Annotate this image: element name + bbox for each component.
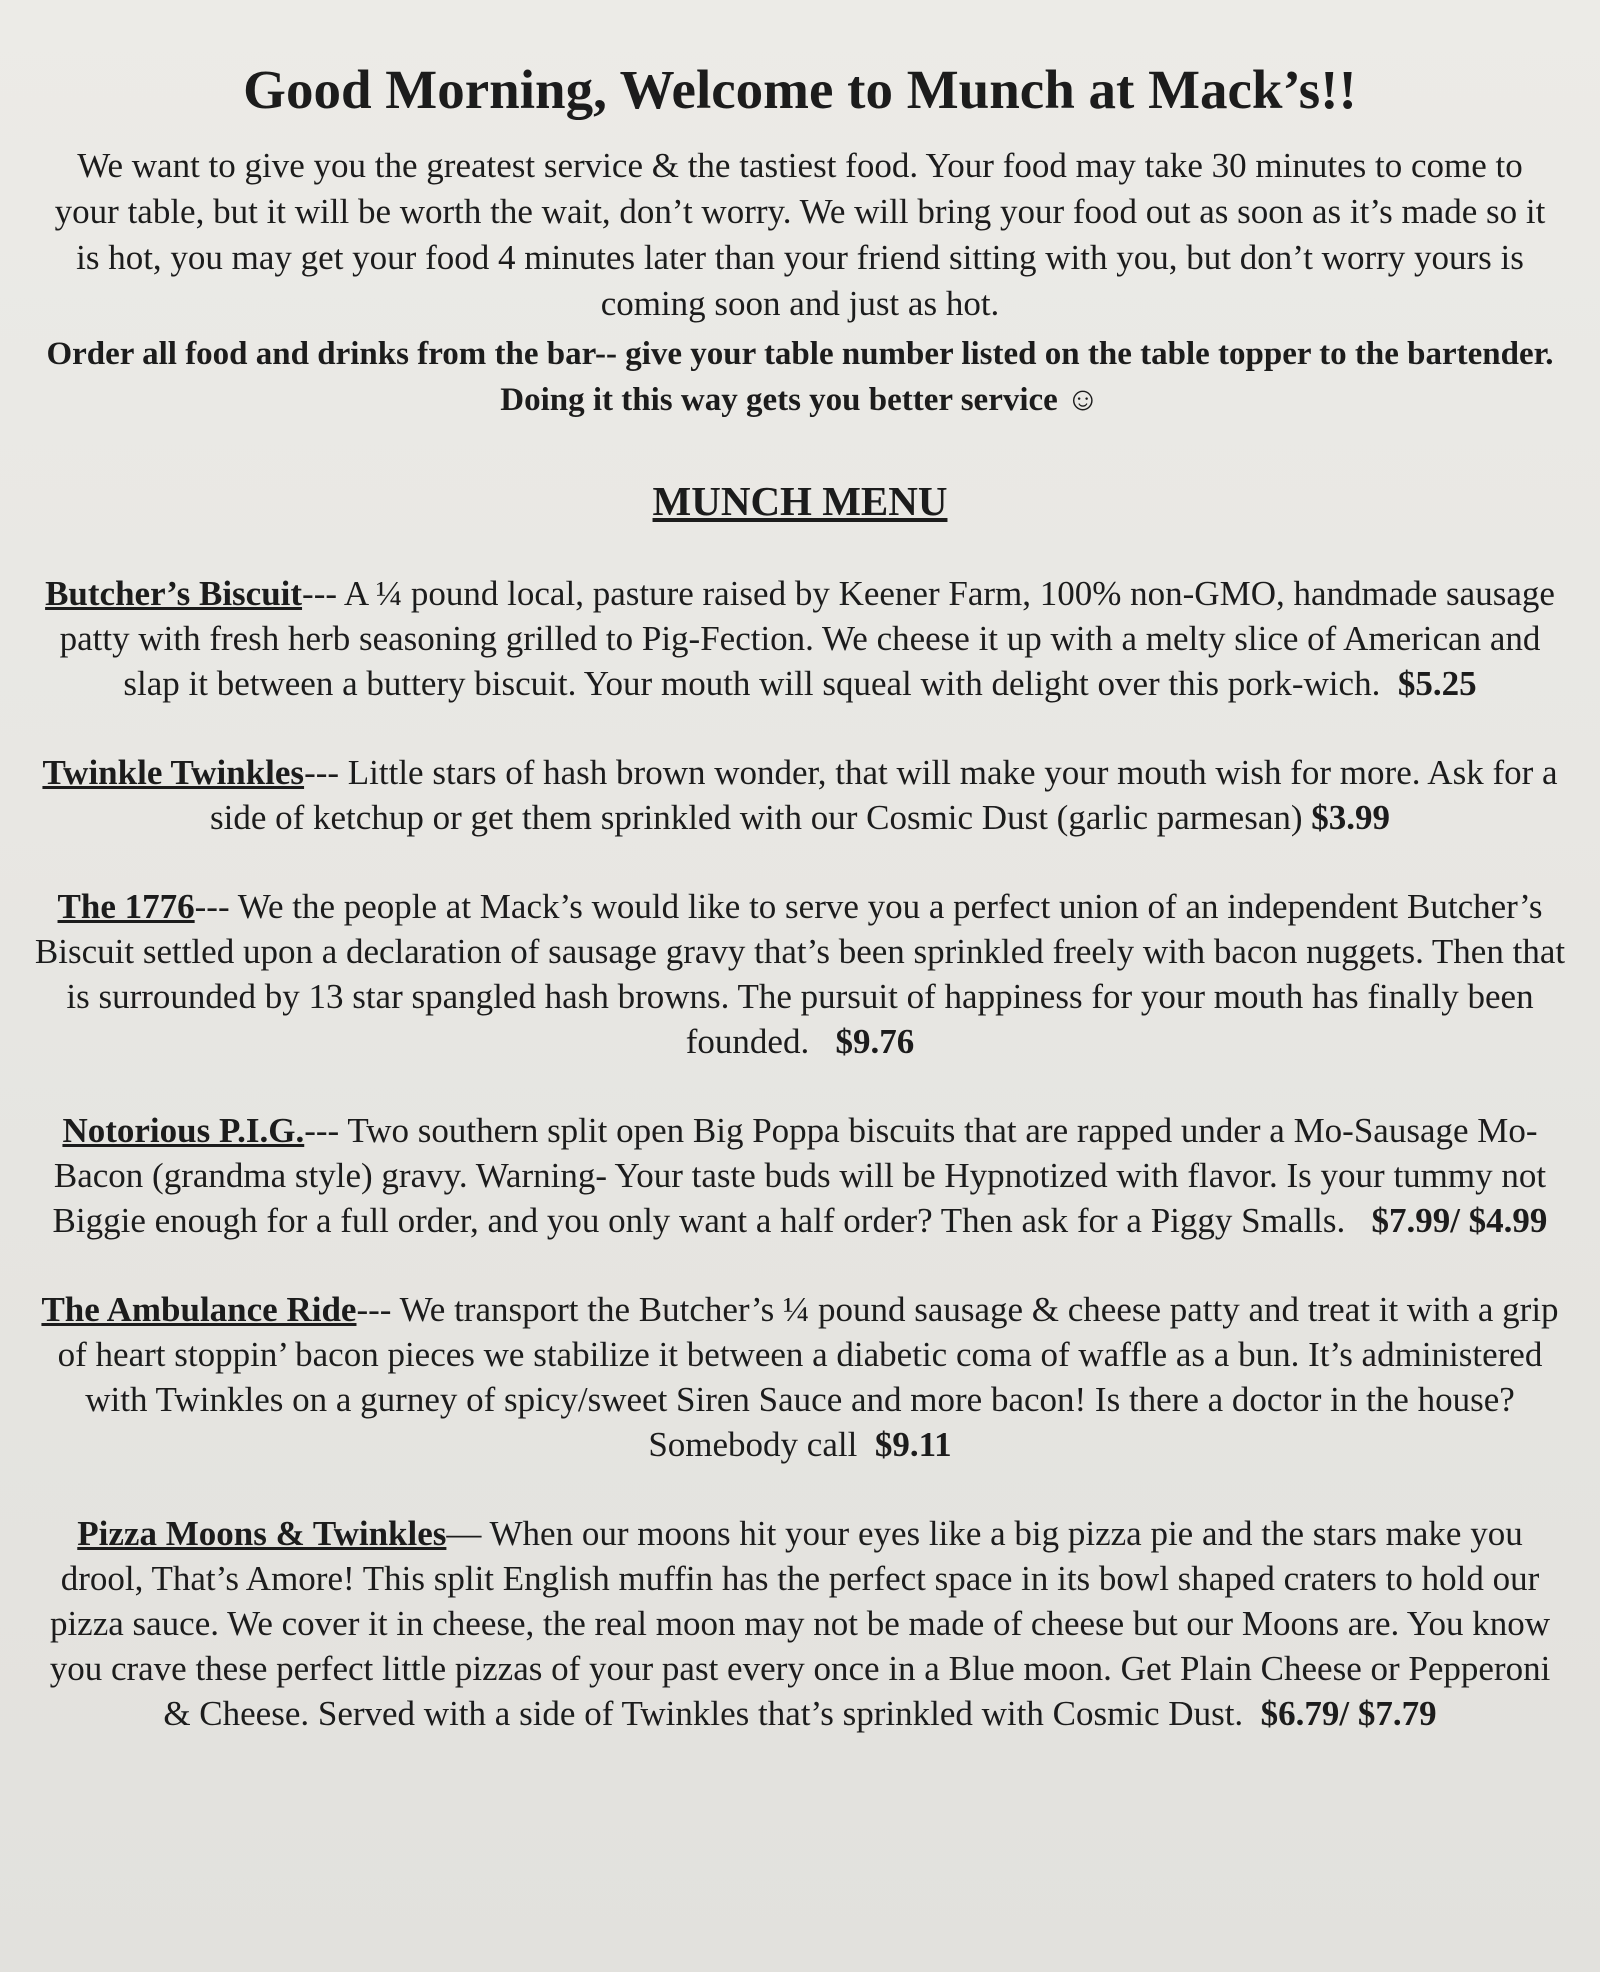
menu-item-name: Notorious P.I.G. xyxy=(62,1111,305,1151)
menu-item-description: --- Two southern split open Big Poppa biscuits that are rapped under a Mo-Sausage Mo- Bacon (grandma style) gravy. Warning- Your taste buds will be Hypnotized with flavor. Is your tummy not Biggie enough for a full order, and you only want a half order? Then ask for a Piggy Smalls. xyxy=(52,1111,1547,1241)
menu-item-name: Pizza Moons & Twinkles xyxy=(77,1514,447,1554)
menu-item-notorious-pig xyxy=(34,1108,1566,1243)
menu-item-price: $5.25 xyxy=(1397,664,1477,704)
menu-item-name: The 1776 xyxy=(57,887,195,927)
menu-item-price: $3.99 xyxy=(1311,798,1391,838)
menu-item-ambulance-ride xyxy=(34,1287,1566,1467)
intro-paragraph: We want to give you the greatest service & the tastiest food. Your food may take 30 minutes to come to your table, but it will be worth the wait, don’t worry. We will bring your food out as soon as it’s made so it is hot, you may get your food 4 minutes later than your friend sitting with you, but don’t worry yours is coming soon and just as hot. xyxy=(54,146,1546,324)
menu-item-butchers-biscuit xyxy=(34,571,1566,706)
menu-item-price: $9.11 xyxy=(874,1425,952,1465)
menu-item-description: --- Little stars of hash brown wonder, that will make your mouth wish for more. Ask for a side of ketchup or get them sprinkled with our Cosmic Dust (garlic parmesan) xyxy=(209,753,1558,838)
menu-item-description: --- We transport the Butcher’s ¼ pound sausage & cheese patty and treat it with a grip of heart stoppin’ bacon pieces we stabilize it between a diabetic coma of waffle as a bun. It’s administered with Twinkles on a gurney of spicy/sweet Siren Sauce and more bacon! Is there a doctor in the house? Somebody call xyxy=(57,1290,1559,1465)
menu-item-the-1776 xyxy=(34,884,1566,1064)
menu-item-description: --- A ¼ pound local, pasture raised by Keener Farm, 100% non-GMO, handmade sausage patty with fresh herb seasoning grilled to Pig-Fection. We cheese it up with a melty slice of American and slap it between a buttery biscuit. Your mouth will squeal with delight over this pork-wich. xyxy=(59,574,1555,704)
menu-heading: MUNCH MENU xyxy=(652,478,948,525)
menu-item-name: Twinkle Twinkles xyxy=(42,753,305,793)
menu-item-twinkle-twinkles xyxy=(34,750,1566,840)
menu-item-name: The Ambulance Ride xyxy=(41,1290,357,1330)
page-title: Good Morning, Welcome to Munch at Mack’s!! xyxy=(243,59,1357,120)
menu-item-pizza-moons xyxy=(34,1511,1566,1736)
menu-item-price: $7.99/ $4.99 xyxy=(1371,1201,1548,1241)
menu-item-description: --- We the people at Mack’s would like to serve you a perfect union of an independent Butcher’s Biscuit settled upon a declaration of sausage gravy that’s been sprinkled freely with bacon nuggets. Then that is surrounded by 13 star spangled hash browns. The pursuit of happiness for your mouth has finally been founded. xyxy=(34,887,1566,1062)
menu-item-price: $9.76 xyxy=(835,1022,915,1062)
ordering-notice: Order all food and drinks from the bar-- give your table number listed on the table topper to the bartender. Doing it this way gets you better service ☺ xyxy=(46,336,1554,419)
menu-item-name: Butcher’s Biscuit xyxy=(45,574,303,614)
menu-item-price: $6.79/ $7.79 xyxy=(1260,1694,1437,1734)
menu-item-description: — When our moons hit your eyes like a big pizza pie and the stars make you drool, That’s Amore! This split English muffin has the perfect space in its bowl shaped craters to hold our pizza sauce. We cover it in cheese, the real moon may not be made of cheese but our Moons are. You know you crave these perfect little pizzas of your past every once in a Blue moon. Get Plain Cheese or Pepperoni & Cheese. Served with a side of Twinkles that’s sprinkled with Cosmic Dust. xyxy=(49,1514,1551,1734)
